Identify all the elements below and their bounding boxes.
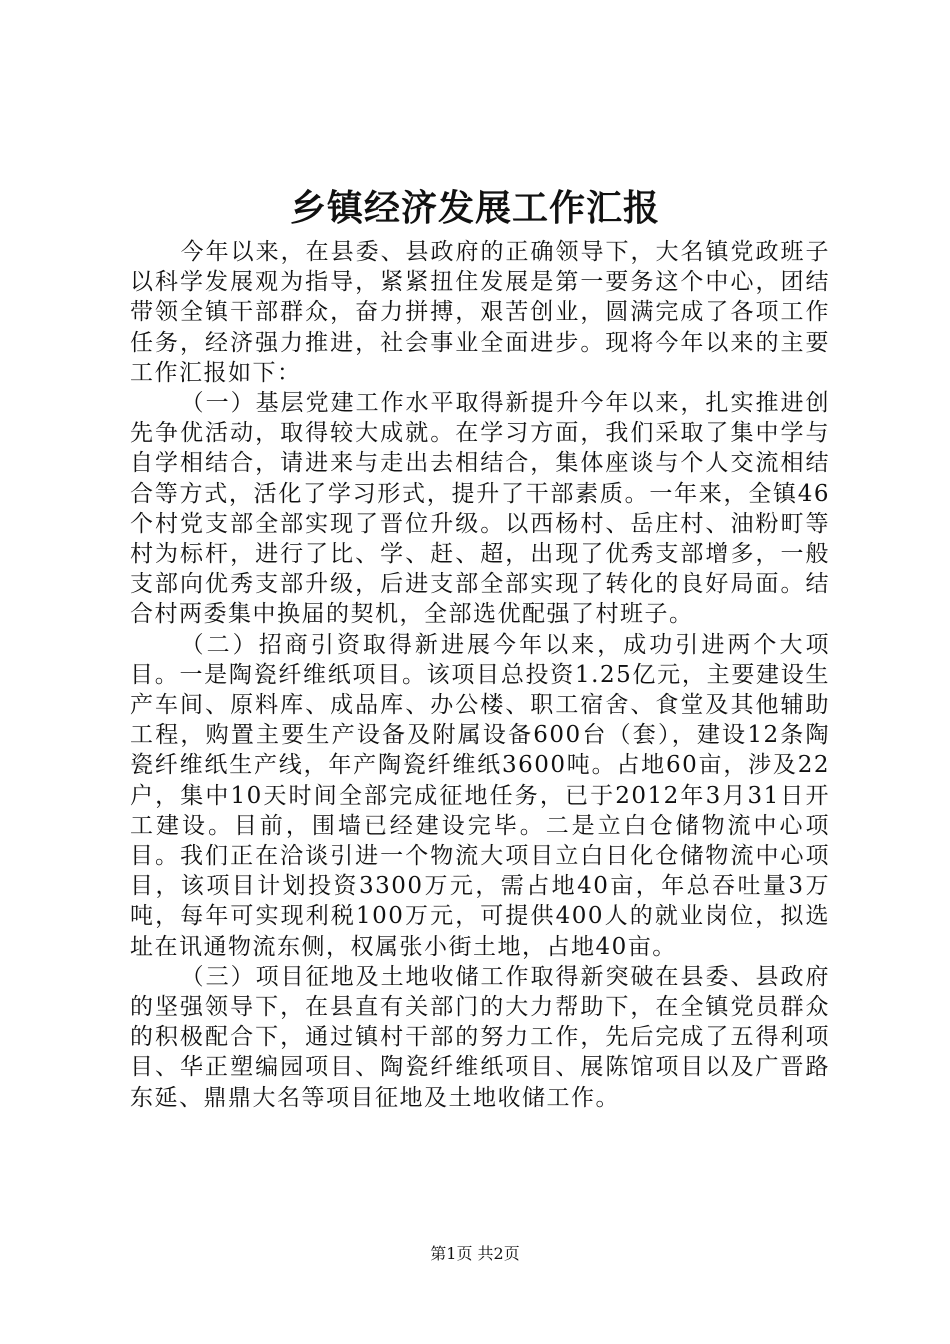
paragraph-party-building: （一）基层党建工作水平取得新提升今年以来，扎实推进创先争优活动，取得较大成就。在学习方面，我们采取了集中学与自学相结合，请进来与走出去相结合，集体座谈与个人交流相结合等方式，活化了学习形式，提升了干部素质。一年来，全镇46个村党支部全部实现了晋位升级。以西杨村、岳庄村、油粉町等村为标杆，进行了比、学、赶、超，出现了优秀支部增多，一般支部向优秀支部升级，后进支部全部实现了转化的良好局面。结合村两委集中换届的契机，全部选优配强了村班子。 [130,390,830,628]
paragraph-intro: 今年以来，在县委、县政府的正确领导下，大名镇党政班子以科学发展观为指导，紧紧扭住发展是第一要务这个中心，团结带领全镇干部群众，奋力拼搏，艰苦创业，圆满完成了各项工作任务，经济强力推进，社会事业全面进步。现将今年以来的主要工作汇报如下： [130,239,830,386]
page-footer: 第1页 共2页 [430,1244,520,1263]
paragraph-investment: （二）招商引资取得新进展今年以来，成功引进两个大项目。一是陶瓷纤维纸项目。该项目总投资1.25亿元，主要建设生产车间、原料库、成品库、办公楼、职工宿舍、食堂及其他辅助工程，购置主要生产设备及附属设备600台（套），建设12条陶瓷纤维纸生产线，年产陶瓷纤维纸3600吨。占地60亩，涉及22户，集中10天时间全部完成征地任务，已于2012年3月31日开工建设。目前，围墙已经建设完毕。二是立白仓储物流中心项目。我们正在洽谈引进一个物流大项目立白日化仓储物流中心项目，该项目计划投资3300万元，需占地40亩，年总吞吐量3万吨，每年可实现利税100万元，可提供400人的就业岗位，拟选址在讯通物流东侧，权属张小街土地，占地40亩。 [130,631,830,960]
paragraph-land-acquisition: （三）项目征地及土地收储工作取得新突破在县委、县政府的坚强领导下，在县直有关部门的大力帮助下，在全镇党员群众的积极配合下，通过镇村干部的努力工作，先后完成了五得利项目、华正塑编园项目、陶瓷纤维纸项目、展陈馆项目以及广晋路东延、鼎鼎大名等项目征地及土地收储工作。 [130,963,830,1111]
document-title: 乡镇经济发展工作汇报 [289,187,660,229]
document-body [130,237,830,1113]
